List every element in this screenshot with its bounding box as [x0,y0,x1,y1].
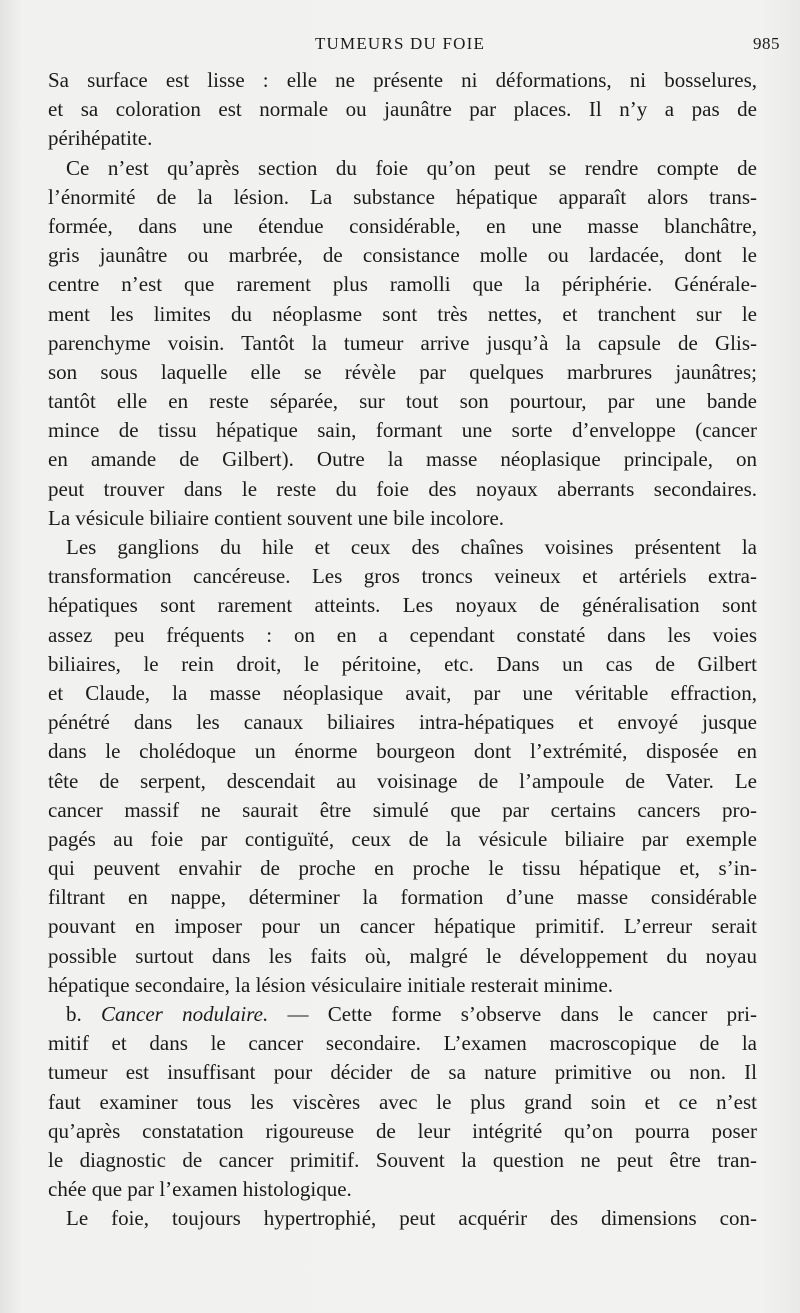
text-line: chée que par l’examen histologique. [48,1177,352,1202]
text-line: cancer massif ne saurait être simulé que par certains cancers pro- [48,797,757,822]
text-line: hépatique secondaire, la lésion vésiculaire initiale resterait minime. [48,972,614,997]
text-line: faut examiner tous les viscères avec le plus grand soin et ce n’est [48,1089,757,1114]
text-line: l’énormité de la lésion. La substance hépatique apparaît alors trans- [48,184,757,209]
text-line: Ce n’est qu’après section du foie qu’on peut se rendre compte de [66,155,757,180]
text-line: mince de tissu hépatique sain, formant une sorte d’enveloppe (cancer [48,418,757,443]
text-line: Les ganglions du hile et ceux des chaînes voisines présentent la [66,535,757,559]
text-line: gris jaunâtre ou marbrée, de consistance molle ou lardacée, dont le [48,243,757,268]
text-line: peut trouver dans le reste du foie des noyaux aberrants secondaires. [48,476,757,501]
text-line: en amande de Gilbert). Outre la masse néoplasique principale, on [48,447,757,472]
text-line: et sa coloration est normale ou jaunâtre par places. Il n’y a pas de [48,97,757,122]
text-line: pouvant en imposer pour un cancer hépatique primitif. L’erreur serait [48,914,757,939]
text-line: assez peu fréquents : on en a cependant constaté dans les voies [48,622,757,647]
text-line: tête de serpent, descendait au voisinage de l’ampoule de Vater. Le [48,768,757,793]
text-line: possible surtout dans les faits où, malgré le développement du noyau [48,943,757,968]
body-text [48,66,757,1234]
text-line: pagés au foie par contiguïté, ceux de la vésicule biliaire par exemple [48,826,757,851]
text-line: qu’après constatation rigoureuse de leur intégrité qu’on pourra poser [48,1118,757,1143]
section-heading-line [48,1000,757,1029]
text-line: transformation cancéreuse. Les gros troncs veineux et artériels extra- [48,564,757,589]
text-line: ment les limites du néoplasme sont très nettes, et tranchent sur le [48,301,757,326]
text-line: formée, dans une étendue considérable, en une masse blanchâtre, [48,213,757,238]
text-line: filtrant en nappe, déterminer la formation d’une masse considérable [48,885,757,910]
text-line: son sous laquelle elle se révèle par quelques marbrures jaunâtres; [48,359,757,384]
running-title: TUMEURS DU FOIE [314,34,486,53]
section-prefix: b. [66,1002,102,1026]
page-number: 985 [753,34,780,53]
text-line: Sa surface est lisse : elle ne présente ni déformations, ni bosselures, [48,68,757,92]
text-line: périhépatite. [48,126,153,151]
text-line: Le foie, toujours hypertrophié, peut acquérir des dimensions con- [66,1206,757,1231]
text-line: mitif et dans le cancer secondaire. L’examen macroscopique de la [48,1031,757,1056]
text-line: tantôt elle en reste séparée, sur tout son pourtour, par une bande [48,389,757,414]
text-line: tumeur est insuffisant pour décider de sa nature primitive ou non. Il [48,1060,757,1085]
text-line: dans le cholédoque un énorme bourgeon dont l’extrémité, disposée en [48,739,757,764]
text-line: et Claude, la masse néoplasique avait, par une véritable effraction, [48,680,757,705]
text-line: La vésicule biliaire contient souvent une bile incolore. [48,505,505,530]
text-line: le diagnostic de cancer primitif. Souvent la question ne peut être tran- [48,1147,757,1172]
section-heading: Cancer nodulaire. [101,1002,269,1026]
text-line: pénétré dans les canaux biliaires intra-hépatiques et envoyé jusque [48,710,757,735]
text-line: biliaires, le rein droit, le péritoine, etc. Dans un cas de Gilbert [48,651,757,676]
text-line: centre n’est que rarement plus ramolli que la périphérie. Générale- [48,272,757,297]
text-line: hépatiques sont rarement atteints. Les noyaux de généralisation sont [48,593,757,618]
section-heading-rest: — Cette forme s’observe dans le cancer pri- [268,1002,757,1026]
page-header [0,34,800,58]
text-line: qui peuvent envahir de proche en proche le tissu hépatique et, s’in- [48,856,757,881]
text-line: parenchyme voisin. Tantôt la tumeur arrive jusqu’à la capsule de Glis- [48,330,757,355]
